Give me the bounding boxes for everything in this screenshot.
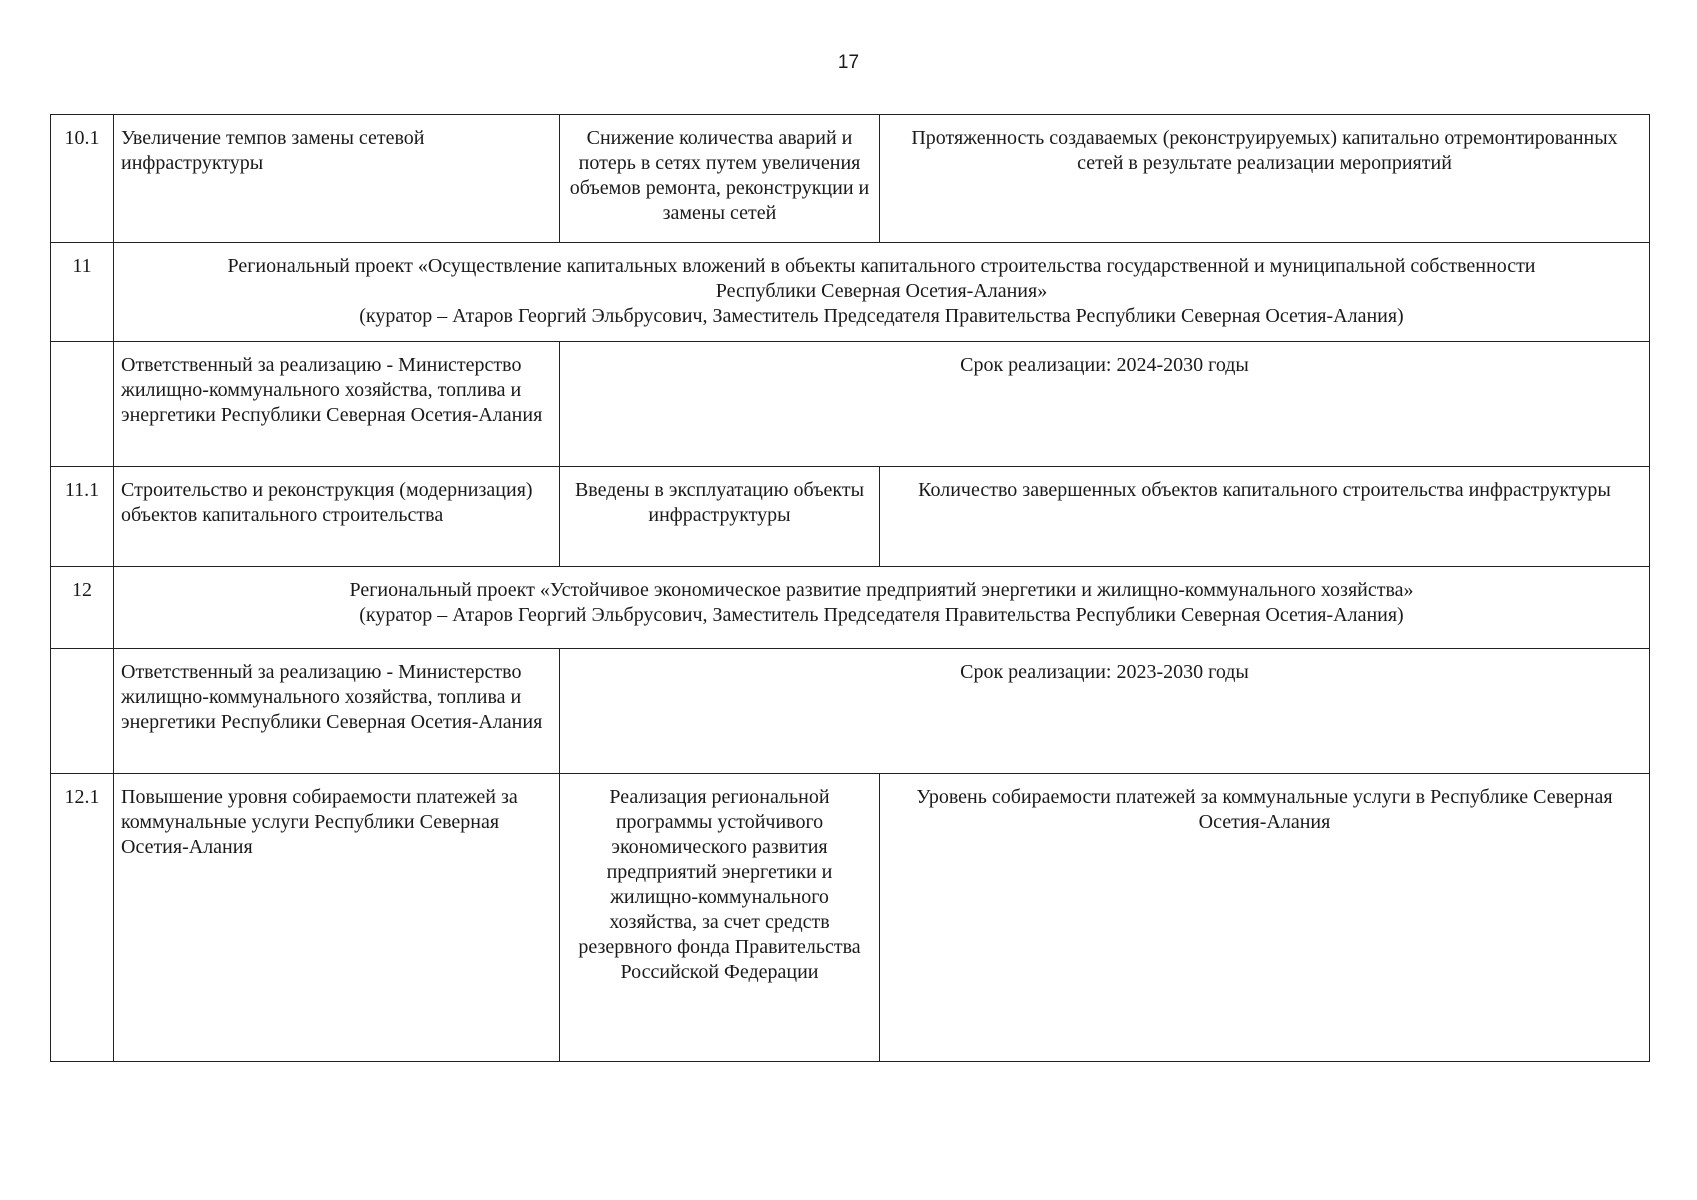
- row-number: 12: [51, 567, 114, 649]
- effect-cell: Снижение количества аварий и потерь в сетях путем увеличения объемов ремонта, реконструкции и замены сетей: [560, 115, 880, 243]
- effect-cell: Введены в эксплуатацию объекты инфраструктуры: [560, 467, 880, 567]
- task-cell: Строительство и реконструкция (модернизация) объектов капитального строительства: [114, 467, 560, 567]
- effect-cell: Реализация региональной программы устойчивого экономического развития предприятий энергетики и жилищно-коммунального хозяйства, за счет средств резервного фонда Правительства Российской Федерации: [560, 774, 880, 1062]
- table-row: [51, 774, 1650, 1062]
- table-row: [51, 649, 1650, 774]
- program-table: [50, 114, 1650, 1062]
- row-number: 12.1: [51, 774, 114, 1062]
- indicator-cell: Уровень собираемости платежей за коммунальные услуги в Республике Северная Осетия-Алания: [880, 774, 1650, 1062]
- term-cell: Срок реализации: 2024-2030 годы: [560, 342, 1650, 467]
- table-row: [51, 115, 1650, 243]
- indicator-cell: Протяженность создаваемых (реконструируемых) капитально отремонтированных сетей в результате реализации мероприятий: [880, 115, 1650, 243]
- responsible-cell: Ответственный за реализацию - Министерство жилищно-коммунального хозяйства, топлива и энергетики Республики Северная Осетия-Алания: [114, 342, 560, 467]
- table-row: [51, 243, 1650, 342]
- project-title-cell: [114, 243, 1650, 342]
- page-number: 17: [837, 52, 860, 73]
- row-number: 11: [51, 243, 114, 342]
- project-title-cont: Республики Северная Осетия-Алания»: [715, 280, 1048, 302]
- project-title: Региональный проект «Устойчивое экономическое развитие предприятий энергетики и жилищно-коммунального хозяйства»: [349, 579, 1414, 601]
- empty-number-cell: [51, 342, 114, 467]
- row-number: 10.1: [51, 115, 114, 243]
- table-row: [51, 342, 1650, 467]
- responsible-cell: Ответственный за реализацию - Министерство жилищно-коммунального хозяйства, топлива и энергетики Республики Северная Осетия-Алания: [114, 649, 560, 774]
- term-cell: Срок реализации: 2023-2030 годы: [560, 649, 1650, 774]
- indicator-cell: Количество завершенных объектов капитального строительства инфраструктуры: [880, 467, 1650, 567]
- task-cell: Увеличение темпов замены сетевой инфраструктуры: [114, 115, 560, 243]
- empty-number-cell: [51, 649, 114, 774]
- project-title: Региональный проект «Осуществление капитальных вложений в объекты капитального строительства государственной и муниципальной собственности: [227, 255, 1536, 277]
- project-curator: (куратор – Атаров Георгий Эльбрусович, Заместитель Председателя Правительства Республики Северная Осетия-Алания): [359, 604, 1404, 626]
- table-row: [51, 567, 1650, 649]
- project-title-cell: [114, 567, 1650, 649]
- task-cell: Повышение уровня собираемости платежей за коммунальные услуги Республики Северная Осетия-Алания: [114, 774, 560, 1062]
- project-curator: (куратор – Атаров Георгий Эльбрусович, Заместитель Председателя Правительства Республики Северная Осетия-Алания): [359, 305, 1404, 327]
- table-row: [51, 467, 1650, 567]
- row-number: 11.1: [51, 467, 114, 567]
